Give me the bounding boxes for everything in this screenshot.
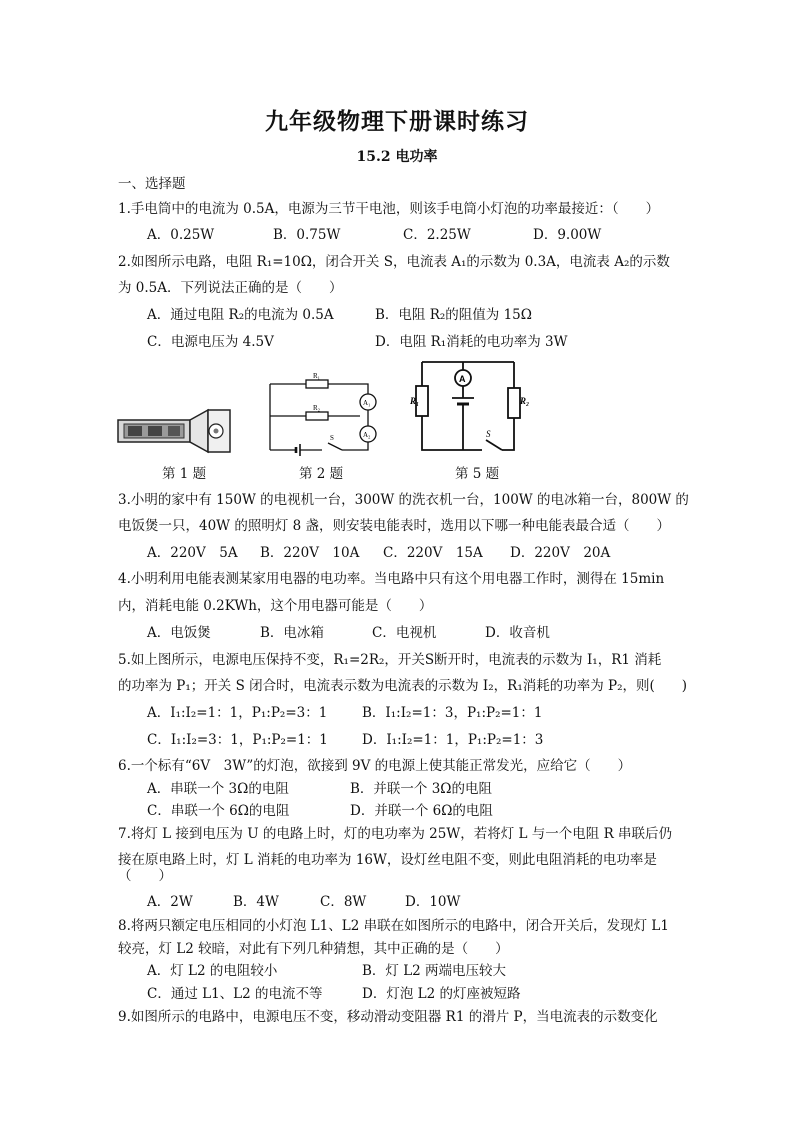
figure5-caption: 第 5 题 — [455, 466, 500, 482]
q3-option-b: B．220V 10A — [260, 545, 360, 561]
q6-option-a: A．串联一个 3Ω的电阻 — [147, 781, 289, 797]
q1-option-d: D．9.00W — [533, 227, 602, 243]
q1-option-c: C．2.25W — [403, 227, 471, 243]
fig2-label-a1: A₁ — [363, 399, 371, 407]
q3-stem-line1: 3.小明的家中有 150W 的电视机一台，300W 的洗衣机一台，100W 的电冰箱一台，800W 的 — [118, 492, 689, 508]
section-heading: 一、选择题 — [118, 176, 186, 192]
q7-option-d: D．10W — [405, 894, 461, 910]
q8-stem-line2: 较亮，灯 L2 较暗，对此有下列几种猜想，其中正确的是（ ） — [118, 941, 509, 957]
q1-option-b: B．0.75W — [273, 227, 341, 243]
q8-option-c: C．通过 L1、L2 的电流不等 — [147, 986, 323, 1002]
q7-option-c: C．8W — [320, 894, 367, 910]
q4-option-c: C．电视机 — [372, 625, 437, 641]
q5-option-c: C．I₁:I₂=3：1，P₁:P₂=1：1 — [147, 732, 328, 748]
q4-option-d: D．收音机 — [485, 625, 550, 641]
q2-option-a: A．通过电阻 R₂的电流为 0.5A — [147, 307, 334, 323]
figure2-caption: 第 2 题 — [299, 466, 344, 482]
fig2-label-r2: R₂ — [313, 404, 321, 412]
q8-stem-line1: 8.将两只额定电压相同的小灯泡 L1、L2 串联在如图所示的电路中，闭合开关后，发现灯 L1 — [118, 918, 669, 934]
q4-option-b: B．电冰箱 — [260, 625, 324, 641]
q8-option-a: A．灯 L2 的电阻较小 — [147, 963, 278, 979]
q5-option-a: A．I₁:I₂=1：1，P₁:P₂=3：1 — [147, 705, 328, 721]
q6-option-b: B．并联一个 3Ω的电阻 — [350, 781, 492, 797]
q7-stem-line3: （ ） — [118, 868, 172, 884]
q2-option-c: C．电源电压为 4.5V — [147, 334, 274, 350]
q6-option-d: D．并联一个 6Ω的电阻 — [350, 803, 493, 819]
q8-option-d: D．灯泡 L2 的灯座被短路 — [362, 986, 521, 1002]
q1-stem: 1.手电筒中的电流为 0.5A，电源为三节干电池，则该手电筒小灯泡的功率最接近：（ ） — [118, 201, 660, 217]
q7-option-a: A．2W — [147, 894, 193, 910]
q3-option-a: A．220V 5A — [147, 545, 238, 561]
q5-option-d: D．I₁:I₂=1：1，P₁:P₂=1：3 — [362, 732, 544, 748]
fig5-label-s: S — [486, 429, 491, 439]
fig2-label-a2: A₂ — [363, 431, 371, 439]
lesson-subtitle: 15.2 电功率 — [356, 149, 438, 165]
q4-stem-line1: 4.小明利用电能表测某家用电器的电功率。当电路中只有这个用电器工作时，测得在 15min — [118, 571, 665, 587]
q4-stem-line2: 内，消耗电能 0.2KWh，这个用电器可能是（ ） — [118, 598, 433, 614]
q5-stem-line1: 5.如上图所示，电源电压保持不变，R₁=2R₂，开关S断开时，电流表的示数为 I₁，R1 消耗 — [118, 652, 662, 668]
q5-stem-line2: 的功率为 P₁；开关 S 闭合时，电流表示数为电流表的示数为 I₂，R₁消耗的功率为 P₂，则( ) — [118, 678, 688, 694]
q4-option-a: A．电饭煲 — [147, 625, 211, 641]
q7-stem-line1: 7.将灯 L 接到电压为 U 的电路上时，灯的电功率为 25W，若将灯 L 与一个电阻 R 串联后仍 — [118, 826, 673, 842]
q3-stem-line2: 电饭煲一只，40W 的照明灯 8 盏，则安装电能表时，选用以下哪一种电能表最合适（ ） — [118, 518, 671, 534]
q9-stem: 9.如图所示的电路中，电源电压不变，移动滑动变阻器 R1 的滑片 P，当电流表的示数变化 — [118, 1009, 658, 1025]
q3-option-d: D．220V 20A — [510, 545, 611, 561]
fig5-label-a: A — [459, 374, 466, 384]
q3-option-c: C．220V 15A — [383, 545, 483, 561]
q7-stem-line2: 接在原电路上时，灯 L 消耗的电功率为 16W，设灯丝电阻不变，则此电阻消耗的电功率是 — [118, 852, 657, 868]
page-title: 九年级物理下册课时练习 — [265, 108, 529, 135]
fig2-label-s: S — [330, 434, 334, 442]
q2-option-b: B．电阻 R₂的阻值为 15Ω — [375, 307, 532, 323]
q2-stem-line2: 为 0.5A．下列说法正确的是（ ） — [118, 280, 343, 296]
q7-option-b: B．4W — [233, 894, 279, 910]
q2-stem-line1: 2.如图所示电路，电阻 R₁=10Ω，闭合开关 S，电流表 A₁的示数为 0.3A，电流表 A₂的示数 — [118, 254, 670, 270]
q5-option-b: B．I₁:I₂=1：3，P₁:P₂=1：1 — [362, 705, 543, 721]
q8-option-b: B．灯 L2 两端电压较大 — [362, 963, 507, 979]
flashlight-figure — [116, 408, 236, 454]
q6-stem: 6.一个标有“6V 3W”的灯泡，欲接到 9V 的电源上使其能正常发光，应给它（ ） — [118, 758, 632, 774]
fig2-label-r1: R₁ — [313, 372, 321, 380]
q6-option-c: C．串联一个 6Ω的电阻 — [147, 803, 290, 819]
q1-option-a: A．0.25W — [147, 227, 215, 243]
fig5-label-r2: R₂ — [520, 396, 530, 406]
q2-option-d: D．电阻 R₁消耗的电功率为 3W — [375, 334, 568, 350]
circuit-figure-q5 — [408, 358, 534, 454]
figure1-caption: 第 1 题 — [162, 466, 207, 482]
fig5-label-r1: R₁ — [410, 396, 420, 406]
circuit-figure-q2 — [262, 372, 382, 456]
